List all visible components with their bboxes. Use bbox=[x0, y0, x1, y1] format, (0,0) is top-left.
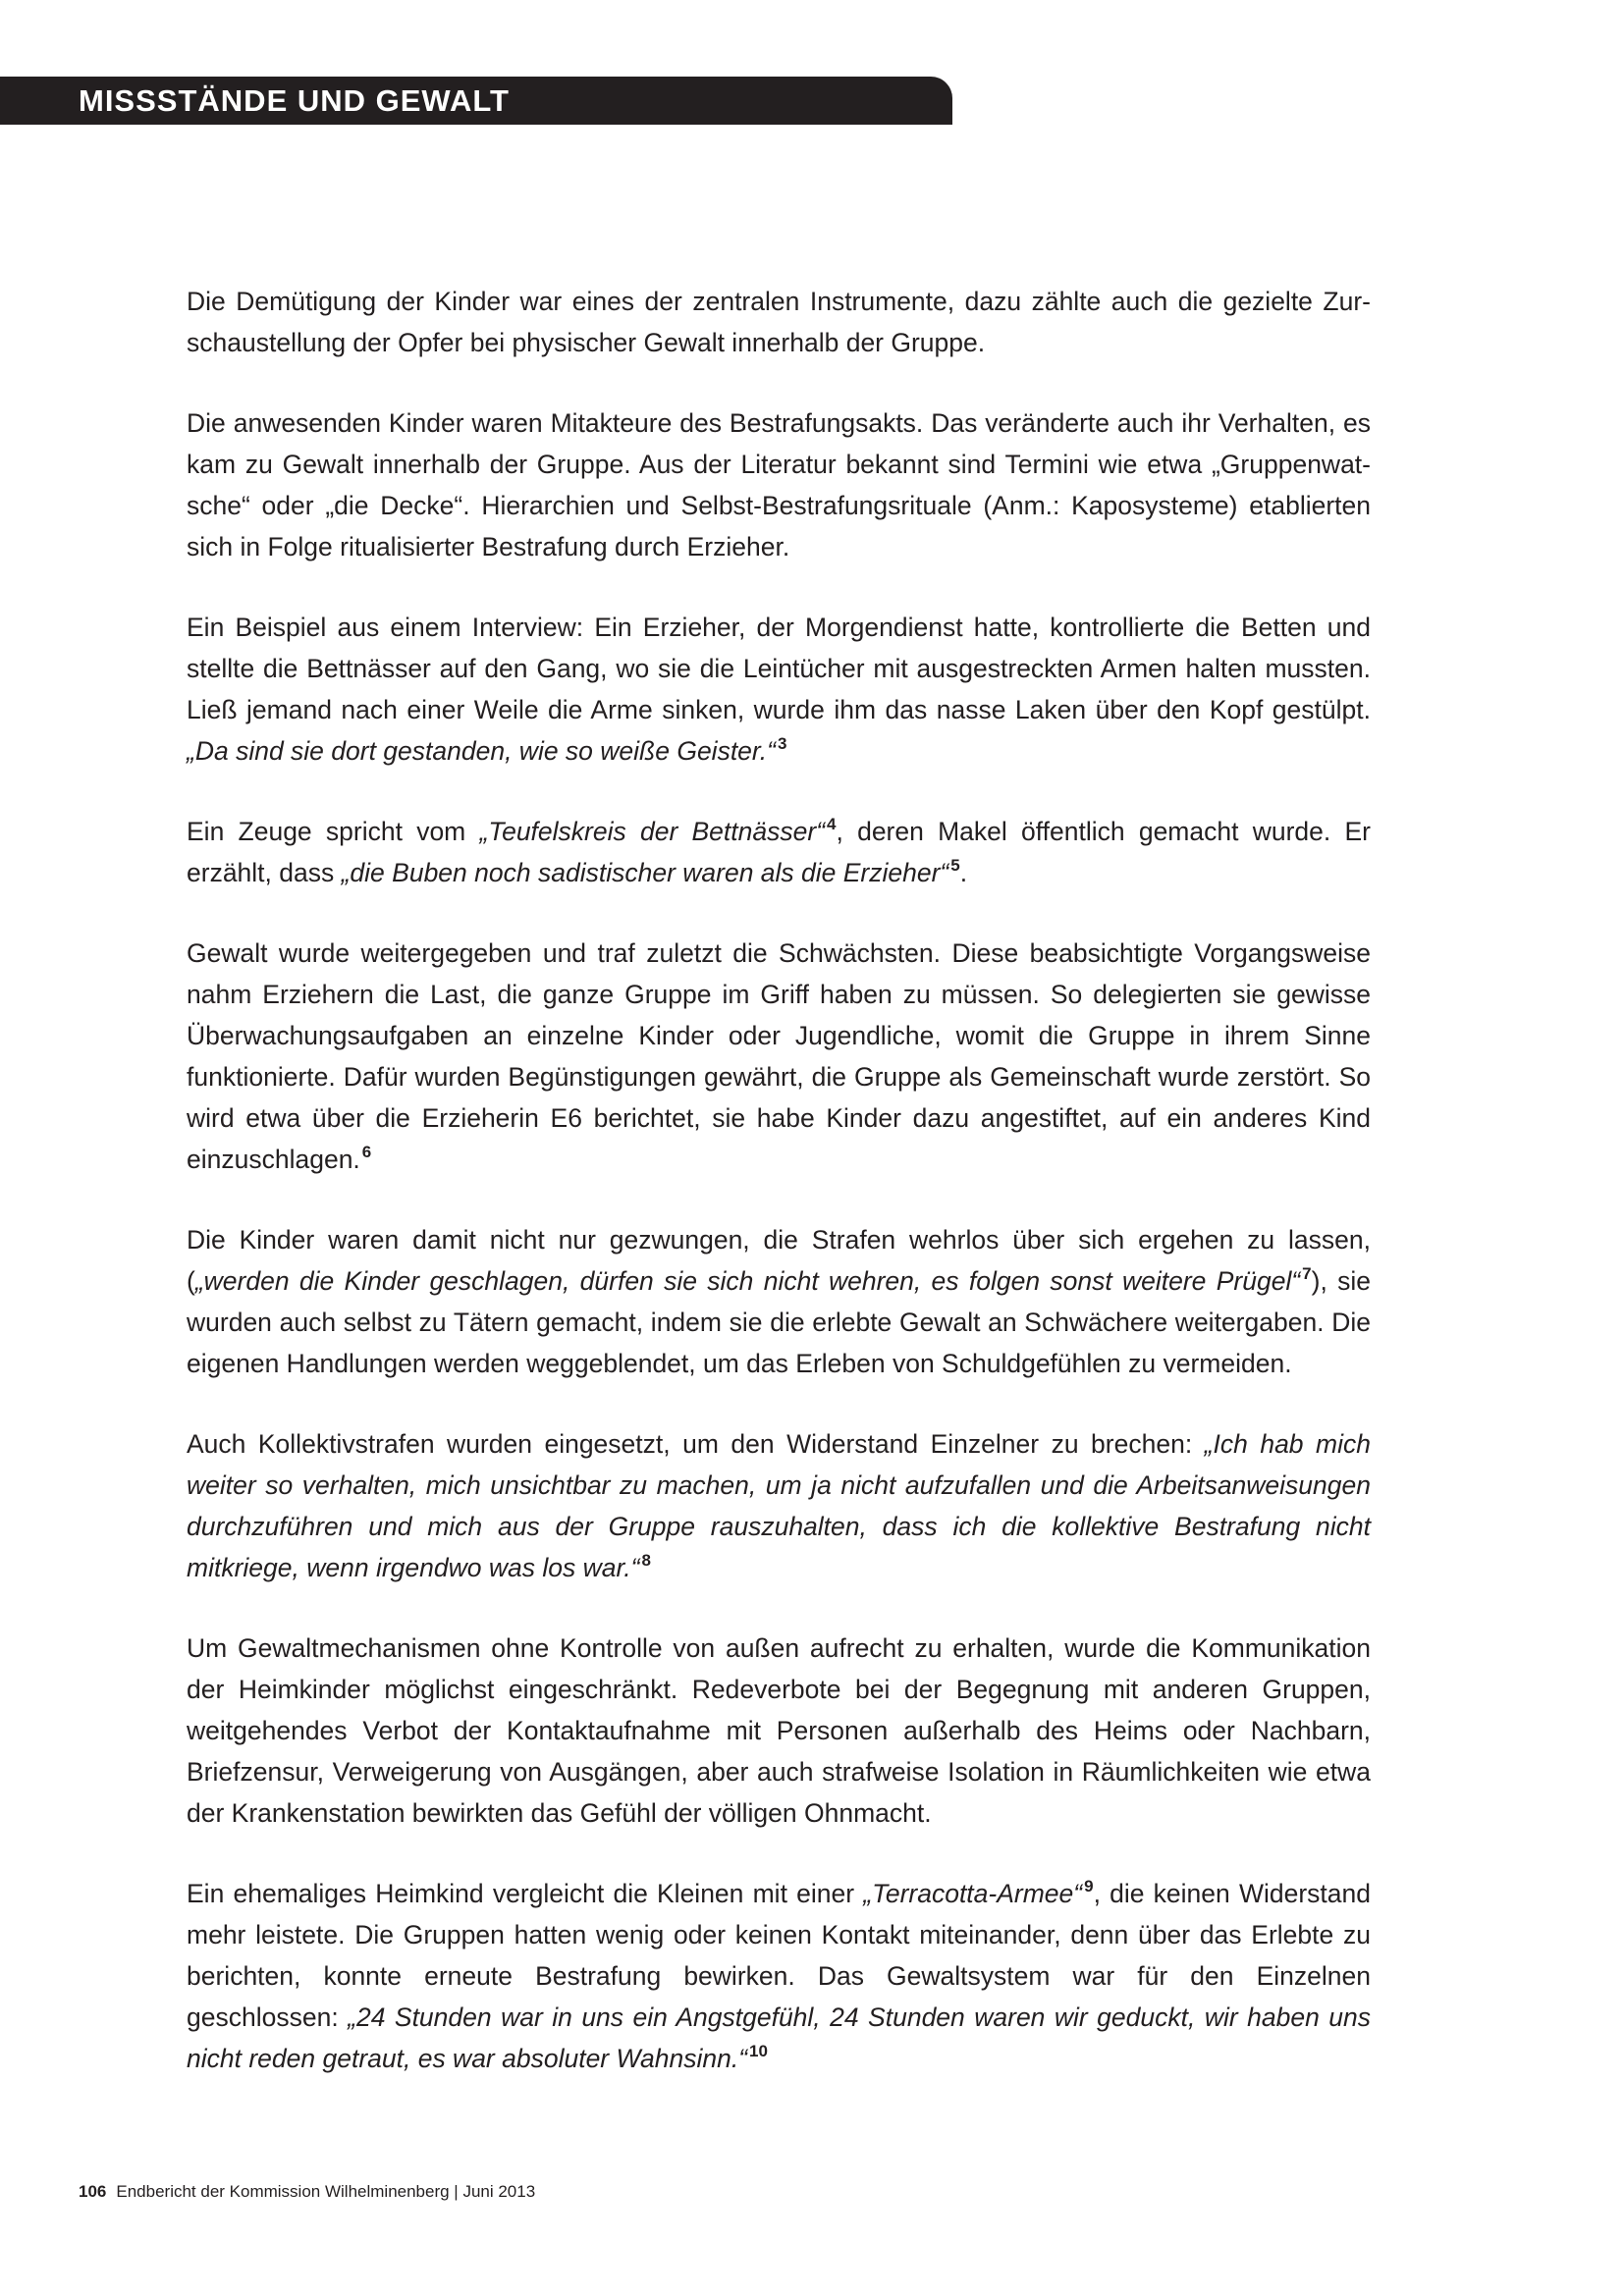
paragraph bbox=[187, 607, 1371, 772]
paragraph-text: Um Gewaltmechanismen ohne Kontrolle von außen aufrecht zu erhalten, wurde die Kommunikation der Heimkinder möglichst eingeschränkt. Redeverbote bei der Begegnung mit anderen Gruppen, weitgehendes Verbot der Kontaktaufnahme mit Personen außerhalb des Heims oder Nachbarn, Briefzensur, Verweigerung von Ausgängen, aber auch strafweise Isolation in Räumlichkeiten wie etwa der Krankenstation bewirkten das Gefühl der völligen Ohnmacht. bbox=[187, 1633, 1371, 1828]
paragraph bbox=[187, 1873, 1371, 2079]
footnote-marker: 3 bbox=[777, 734, 787, 753]
paragraph-text: , die keinen Widerstand mehr leistete. Die Gruppen hatten wenig oder keinen Kontakt miteinander, denn über das Erlebte zu berichten, konnte erneute Bestrafung bewirken. Das Gewaltsystem war für den Einzelnen geschlossen: bbox=[187, 1879, 1371, 2032]
quotation: „Teufelskreis der Bettnässer“ bbox=[479, 817, 826, 846]
footnote-marker: 8 bbox=[641, 1551, 651, 1570]
quotation: „Ich hab mich weiter so verhalten, mich unsichtbar zu machen, um ja nicht aufzufallen und die Arbeitsanweisungen durchzuführen und mich aus der Gruppe rauszuhalten, dass ich die kollektive Bestrafung nicht mitkriege, wenn irgendwo was los war.“ bbox=[187, 1429, 1371, 1582]
quotation: „die Buben noch sadistischer waren als die Erzieher“ bbox=[341, 858, 949, 887]
paragraph bbox=[187, 1628, 1371, 1834]
paragraph bbox=[187, 402, 1371, 567]
page-number: 106 bbox=[79, 2182, 107, 2201]
paragraph bbox=[187, 1219, 1371, 1384]
footnote-marker: 5 bbox=[950, 856, 960, 875]
paragraph-text: . bbox=[959, 858, 968, 887]
footnote-marker: 10 bbox=[749, 2042, 768, 2060]
paragraph bbox=[187, 281, 1371, 363]
section-title: MISSSTÄNDE UND GEWALT bbox=[79, 83, 510, 118]
paragraph bbox=[187, 1423, 1371, 1588]
paragraph bbox=[187, 811, 1371, 893]
quotation: „werden die Kinder geschlagen, dürfen sie sich nicht wehren, es folgen sonst weitere Prügel“ bbox=[194, 1266, 1301, 1296]
footnote-marker: 4 bbox=[827, 815, 837, 833]
paragraph-text: ), sie wurden auch selbst zu Tätern gemacht, indem sie die erlebte Gewalt an Schwächere weitergaben. Die eigenen Handlungen werden weggeblendet, um das Erleben von Schuldgefühlen zu vermeiden. bbox=[187, 1266, 1371, 1378]
paragraph-text: Auch Kollektivstrafen wurden eingesetzt, um den Widerstand Einzelner zu brechen: bbox=[187, 1429, 1205, 1459]
paragraph-text: Ein Zeuge spricht vom bbox=[187, 817, 480, 846]
paragraph-text: Ein Beispiel aus einem Interview: Ein Erzieher, der Morgendienst hatte, kontrollierte die Betten und stellte die Bettnässer auf den Gang, wo sie die Leintücher mit ausgestreckten Armen halten mussten. Ließ jemand nach einer Weile die Arme sinken, wurde ihm das nasse Laken über den Kopf gestülpt. bbox=[187, 613, 1371, 724]
paragraph-text: Ein ehemaliges Heimkind vergleicht die Kleinen mit einer bbox=[187, 1879, 864, 1908]
quotation: „24 Stunden war in uns ein Angstgefühl, 24 Stunden waren wir geduckt, wir haben uns nicht reden getraut, es war absoluter Wahnsinn.“ bbox=[187, 2002, 1371, 2073]
footnote-marker: 7 bbox=[1302, 1264, 1312, 1283]
paragraph-text: , deren Makel öffentlich gemacht wurde. Er erzählt, dass bbox=[187, 817, 1371, 887]
footnote-marker: 9 bbox=[1084, 1877, 1094, 1896]
paragraph bbox=[187, 933, 1371, 1180]
paragraph-text: Die Demütigung der Kinder war eines der zentralen Instrumente, dazu zählte auch die gezielte Zurschaustellung der Opfer bei physischer Gewalt innerhalb der Gruppe. bbox=[187, 287, 1371, 357]
paragraph-text: Die anwesenden Kinder waren Mitakteure des Bestrafungsakts. Das veränderte auch ihr Verhalten, es kam zu Gewalt innerhalb der Gruppe. Aus der Literatur bekannt sind Termini wie etwa „Gruppenwatsche“ oder „die Decke“. Hierarchien und Selbst-Bestrafungsrituale (Anm.: Kaposysteme) etablierten sich in Folge ritualisierter Bestrafung durch Erzieher. bbox=[187, 408, 1371, 561]
page-footer bbox=[79, 2180, 535, 2204]
paragraph-text: Die Kinder waren damit nicht nur gezwungen, die Strafen wehrlos über sich ergehen zu lassen, ( bbox=[187, 1225, 1371, 1296]
main-text bbox=[187, 281, 1371, 2118]
quotation: „Terracotta-Armee“ bbox=[863, 1879, 1083, 1908]
section-header-banner bbox=[0, 77, 952, 125]
paragraph-text: Gewalt wurde weitergegeben und traf zuletzt die Schwächsten. Diese beabsichtigte Vorgangsweise nahm Erziehern die Last, die ganze Gruppe im Griff haben zu müssen. So delegierten sie gewisse Überwachungsaufgaben an einzelne Kinder oder Jugendliche, womit die Gruppe in ihrem Sinne funktionierte. Dafür wurden Begünstigungen gewährt, die Gruppe als Gemeinschaft wurde zerstört. So wird etwa über die Erzieherin E6 berichtet, sie habe Kinder dazu angestiftet, auf ein anderes Kind einzuschlagen. bbox=[187, 938, 1371, 1174]
footnote-marker: 6 bbox=[361, 1143, 372, 1161]
publication-title: Endbericht der Kommission Wilhelminenberg | Juni 2013 bbox=[116, 2182, 536, 2201]
quotation: „Da sind sie dort gestanden, wie so weiße Geister.“ bbox=[187, 736, 776, 766]
